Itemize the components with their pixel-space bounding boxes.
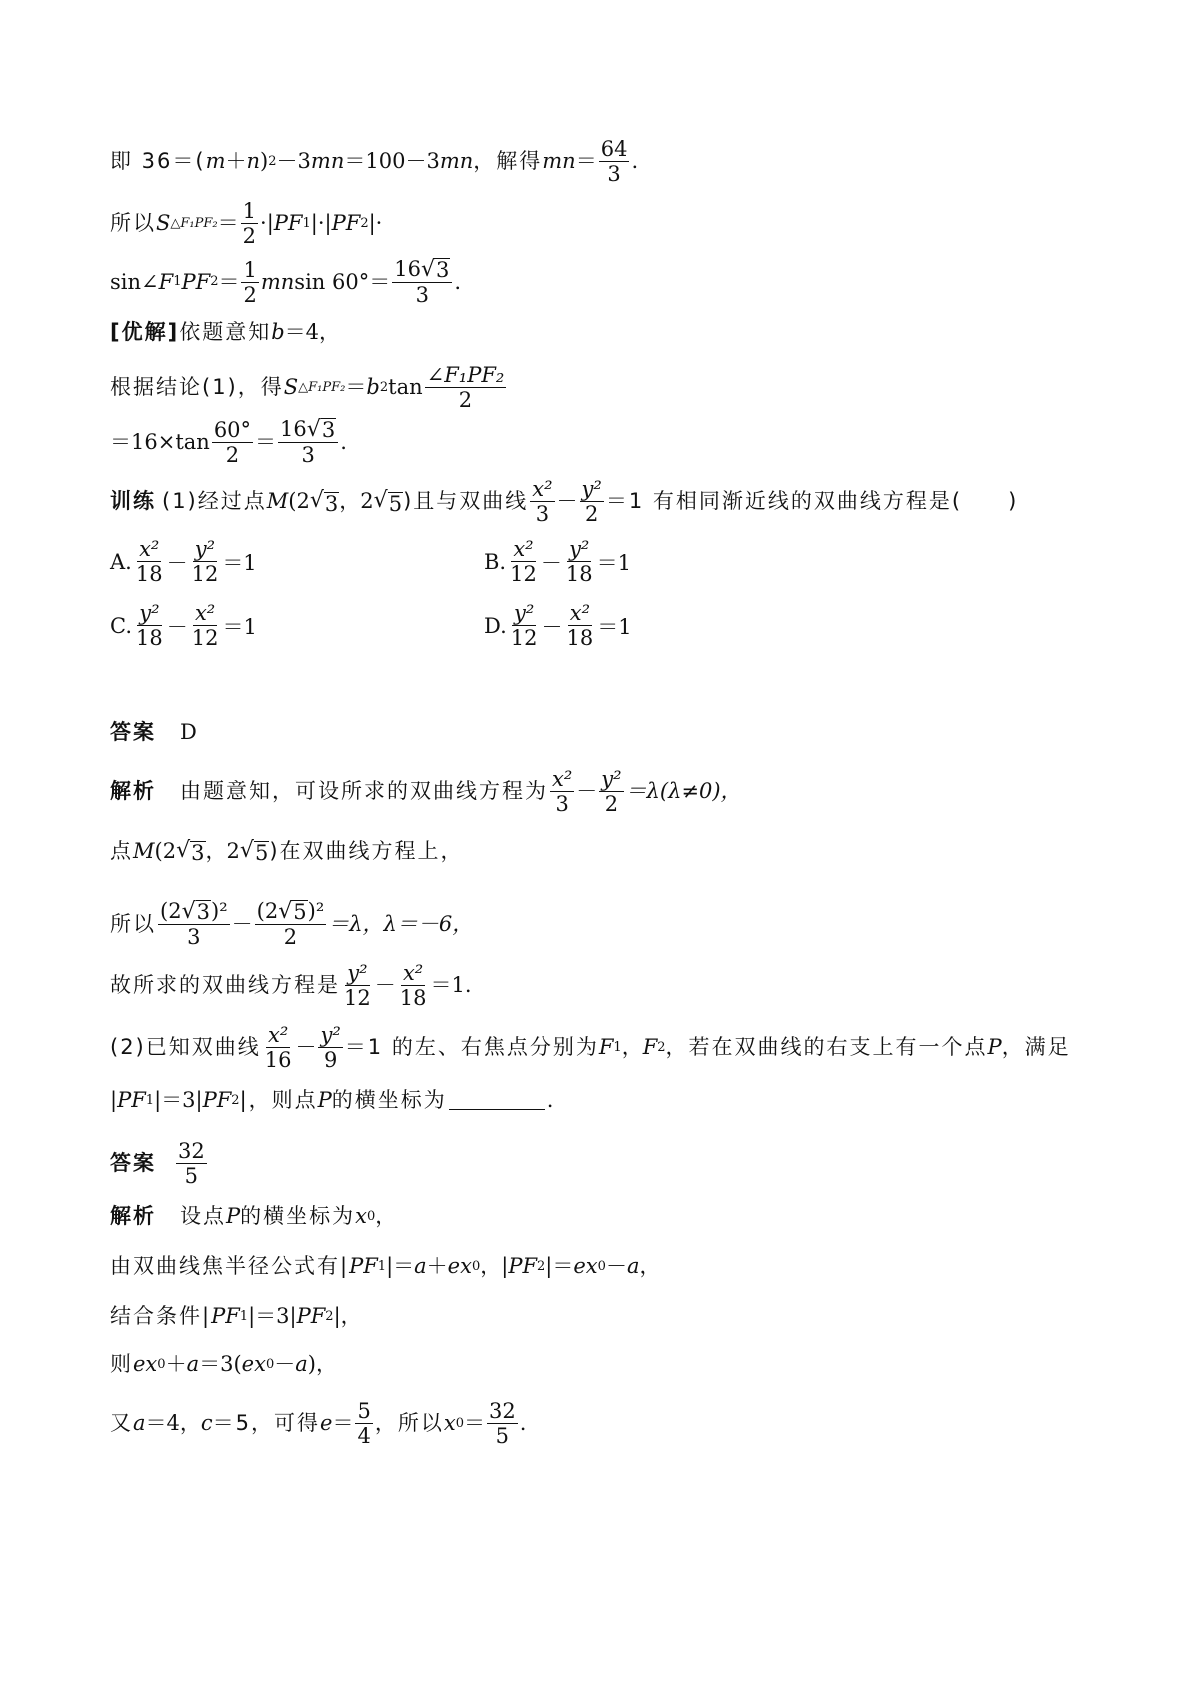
fraction — [425, 364, 507, 411]
denominator: 12 — [191, 626, 219, 651]
text: ， — [621, 1034, 643, 1059]
denominator: 5 — [184, 1164, 199, 1189]
option-d — [484, 602, 632, 649]
text: ＋ — [165, 1352, 187, 1376]
fraction — [580, 478, 604, 525]
var-b: b — [271, 320, 285, 344]
optimal-solution-line — [110, 320, 1110, 345]
text: ，2 — [339, 488, 374, 513]
solution2-line-3: 结合条件| PF 1 |＝3| PF 2 |， — [110, 1304, 362, 1328]
radicand: 3 — [321, 418, 336, 443]
numerator: 1 — [243, 257, 257, 282]
numerator: 32 — [178, 1139, 205, 1163]
text: 所以 — [110, 911, 156, 936]
text: ＝ — [217, 210, 239, 235]
numerator: y² — [320, 1023, 341, 1047]
text: － — [274, 1352, 296, 1376]
text: ＝1 — [222, 550, 257, 575]
var-M: M — [133, 838, 155, 863]
radicand: 5 — [388, 491, 403, 516]
var-PF: PF — [202, 1088, 232, 1112]
fraction — [392, 258, 452, 306]
text: ，解得 — [473, 148, 543, 173]
denominator: 5 — [495, 1424, 510, 1449]
text: ，满足 — [1001, 1034, 1071, 1059]
text: . — [340, 429, 347, 454]
numerator — [392, 258, 452, 283]
var-PF: PF — [211, 1304, 240, 1328]
numerator: x² — [267, 1023, 289, 1047]
var-ex: ex — [447, 1254, 472, 1278]
fraction — [550, 768, 574, 815]
denominator: 4 — [357, 1424, 371, 1449]
text: |＝ — [386, 1254, 415, 1278]
denominator: 3 — [415, 283, 429, 308]
sqrt — [240, 838, 269, 864]
text: ＝3( — [199, 1352, 242, 1376]
exercise-question-2: (2)已知双曲线 $\frac{\text{x²}}{16}$ － $\frac{\text{y²}}{9}$ ＝1 的左、右焦点分别为 F 1 ， F 2 ，若在双曲线的右支上有一个点 P ，满足 — [110, 1023, 1071, 1073]
text: 由题意知，可设所求的双曲线方程为 — [180, 778, 548, 803]
radical-sign: √ — [373, 488, 388, 514]
text: － — [374, 972, 396, 997]
answer-line-1 — [110, 720, 1110, 745]
var-c: c — [200, 1410, 213, 1435]
numerator: 32 — [488, 1399, 516, 1423]
numerator: x² — [552, 767, 573, 791]
equation-line-3: sin∠ F 1 PF 2 ＝ $\frac{1}{2}$ mn sin 60°＝ 16 √ 3 3 . — [110, 257, 462, 308]
var-x: x — [355, 1204, 367, 1228]
radicand: 5 — [254, 841, 269, 866]
solution2-line-1: 解析 设点 P 的横坐标为 x 0 ， — [110, 1204, 397, 1228]
fraction — [255, 900, 327, 948]
radical-sign: √ — [176, 838, 191, 863]
text: )且与双曲线 — [403, 488, 529, 513]
radical-sign: √ — [278, 899, 293, 924]
text: 结合条件| — [110, 1304, 212, 1328]
text: |＝3| — [154, 1088, 203, 1112]
text: 点 — [110, 838, 133, 863]
fraction — [134, 602, 165, 649]
text: ＝1. — [430, 972, 472, 997]
numerator — [255, 900, 327, 925]
option-b — [484, 538, 631, 585]
radicand: 3 — [436, 258, 450, 283]
numerator — [158, 900, 230, 925]
var-a: a — [626, 1254, 640, 1278]
fraction — [564, 538, 595, 585]
denominator: 2 — [243, 282, 257, 307]
text: － — [231, 911, 253, 936]
option-label: D. — [484, 613, 507, 638]
radical-sign: √ — [306, 417, 321, 442]
text: ，2 — [205, 838, 240, 863]
numerator: ∠F₁PF₂ — [426, 363, 505, 387]
var-P: P — [317, 1088, 332, 1112]
text: |＝3| — [248, 1304, 297, 1328]
equation-line-1: 即 36＝( m ＋ n ) 2 －3 mn ＝100－3 mn ，解得 mn ＝ $\frac{64}{3}$ . — [110, 137, 639, 187]
text: )在双曲线方程上， — [269, 838, 464, 863]
radical-sign: √ — [239, 838, 254, 863]
fraction — [263, 1024, 294, 1071]
text: 由双曲线焦半径公式有| — [110, 1254, 350, 1278]
radical-sign: √ — [181, 899, 196, 924]
text: ＝ — [463, 1410, 485, 1435]
radicand: 3 — [324, 491, 339, 516]
text: 16 — [394, 257, 421, 281]
fraction — [212, 419, 253, 466]
var-a: a — [414, 1254, 427, 1278]
text: |，则点 — [239, 1088, 318, 1112]
exercise-tag: 训练 — [110, 488, 156, 513]
fraction — [241, 200, 258, 247]
denominator: 2 — [242, 224, 257, 249]
denominator: 2 — [604, 792, 619, 817]
text: ＝ — [332, 1410, 354, 1435]
text: ＝ — [218, 269, 240, 294]
var-PF: PF — [296, 1304, 326, 1328]
var-ex: ex — [241, 1352, 266, 1376]
numerator: y² — [581, 477, 602, 501]
text: (2 — [160, 899, 182, 923]
fraction — [158, 900, 230, 948]
solution2-line-5: 又 a ＝4， c ＝5，可得 e ＝ $\frac{5}{4}$ ，所以 x 0 ＝ $\frac{32}{5}$ . — [110, 1399, 527, 1449]
numerator: x² — [513, 537, 534, 561]
text: ·| — [260, 210, 274, 235]
fraction — [278, 418, 338, 466]
option-label: A. — [110, 549, 132, 574]
fraction — [487, 1400, 518, 1447]
fraction — [342, 962, 373, 1009]
exercise-question-1 — [110, 478, 1110, 525]
var-M: M — [266, 488, 289, 513]
denominator: 3 — [555, 792, 569, 817]
answer-tag: 答案 — [110, 720, 156, 744]
text: 的横坐标为 — [240, 1204, 356, 1228]
numerator: y² — [194, 537, 216, 561]
equation-line-5: 根据结论(1)，得 S △F₁PF₂ ＝ b 2 tan $\frac{\text{∠F₁PF₂}}{2}$ — [110, 363, 505, 413]
denominator: 12 — [510, 626, 538, 651]
numerator: 64 — [600, 137, 628, 161]
text: － — [605, 1254, 627, 1278]
text: sin 60°＝ — [294, 269, 391, 294]
text: ＝1 — [596, 550, 631, 575]
solution-tag: 解析 — [110, 778, 156, 803]
fraction — [530, 478, 554, 525]
text: (2 — [288, 488, 310, 513]
numerator: x² — [402, 961, 424, 985]
numerator: y² — [569, 537, 590, 561]
solution2-line-4: 则 ex 0 ＋ a ＝3( ex 0 － a )， — [110, 1352, 337, 1376]
text: )² — [307, 899, 325, 923]
text: | — [110, 1088, 118, 1112]
text: |＝ — [545, 1254, 574, 1278]
numerator: y² — [347, 961, 368, 985]
denominator: 2 — [225, 442, 240, 467]
numerator: 60° — [213, 417, 252, 442]
sqrt — [310, 488, 339, 514]
radicand: 3 — [196, 900, 210, 925]
text: ) — [260, 148, 269, 173]
text: ，所以 — [374, 1410, 444, 1435]
option-a — [110, 538, 257, 585]
var-a: a — [186, 1352, 200, 1376]
radicand: 5 — [293, 900, 307, 925]
sqrt — [182, 900, 211, 923]
var-a: a — [295, 1352, 308, 1376]
text: 则 — [110, 1352, 133, 1376]
numerator — [278, 418, 338, 443]
var-S: S — [156, 210, 171, 235]
answer-blank — [449, 1091, 545, 1110]
denominator: 16 — [264, 1048, 292, 1073]
answer-value: D — [180, 720, 197, 744]
radical-sign: √ — [420, 257, 436, 282]
solution-tag: [优解] — [110, 320, 180, 344]
solution-line-4 — [110, 962, 1110, 1009]
text: 即 36＝( — [110, 148, 206, 173]
answer-fraction — [176, 1140, 207, 1187]
numerator: x² — [139, 537, 160, 561]
var-PF: PF — [273, 210, 303, 235]
text: ＝ — [345, 374, 367, 399]
numerator: y² — [513, 601, 535, 625]
var-e: e — [320, 1410, 333, 1435]
text: － — [540, 550, 562, 575]
text: (1)经过点 — [162, 488, 267, 513]
text: ＝1 的左、右焦点分别为 — [344, 1034, 599, 1059]
answer-line-2 — [110, 1140, 1110, 1187]
radicand: 3 — [191, 841, 205, 866]
text: . — [519, 1410, 527, 1435]
text: )， — [307, 1352, 337, 1376]
var-P: P — [226, 1204, 241, 1228]
fraction — [318, 1024, 342, 1071]
exercise-question-2-cont: | PF 1 |＝3| PF 2 |，则点 P 的横坐标为 . — [110, 1088, 554, 1112]
text: － — [556, 488, 578, 513]
text: ＝5，可得 — [212, 1410, 321, 1435]
text: 根据结论(1)，得 — [110, 374, 284, 399]
text: 依题意知 — [179, 320, 272, 344]
denominator: 18 — [566, 626, 594, 651]
denominator: 2 — [283, 925, 298, 950]
text: － — [166, 550, 188, 575]
fraction — [241, 259, 258, 306]
option-label: B. — [484, 549, 507, 574]
text: ＝ — [575, 148, 597, 173]
text: 设点 — [180, 1204, 226, 1228]
denominator: 18 — [135, 562, 163, 587]
numerator: x² — [194, 601, 216, 625]
radical-sign: √ — [309, 488, 324, 514]
solution-tag: 解析 — [110, 1204, 156, 1228]
numerator: y² — [601, 767, 622, 791]
var-PF: PF — [117, 1088, 146, 1112]
var-PF: PF — [508, 1254, 538, 1278]
solution-line-1 — [110, 768, 1110, 815]
denominator: 3 — [535, 502, 550, 527]
text: )² — [211, 899, 228, 923]
text: ， — [375, 1204, 397, 1228]
text: ＝1 — [222, 614, 257, 639]
text: . — [631, 148, 639, 173]
numerator: x² — [532, 477, 553, 501]
text: . — [454, 269, 462, 294]
text: ＝4， — [284, 320, 341, 344]
fraction — [134, 538, 165, 585]
var-PF: PF — [181, 269, 211, 294]
denominator: 12 — [191, 562, 219, 587]
text: ，| — [480, 1254, 509, 1278]
var-mn: mn — [260, 269, 295, 294]
fraction — [355, 1400, 372, 1447]
solution-line-3 — [110, 900, 1110, 948]
denominator: 2 — [458, 388, 473, 413]
option-label: C. — [110, 613, 132, 638]
denominator: 3 — [607, 162, 621, 187]
var-mn: mn — [310, 148, 345, 173]
var-a: a — [133, 1410, 146, 1435]
text: |， — [333, 1304, 362, 1328]
var-n: n — [246, 148, 261, 173]
numerator: 5 — [357, 1399, 371, 1423]
text: tan — [388, 374, 423, 399]
text: 的横坐标为 — [331, 1088, 447, 1112]
denominator: 9 — [323, 1048, 338, 1073]
text: ＝16×tan — [110, 429, 210, 454]
var-mn: mn — [542, 148, 576, 173]
text: 又 — [110, 1410, 133, 1435]
numerator: 1 — [242, 199, 257, 223]
var-b: b — [366, 374, 380, 399]
text: ＋ — [225, 148, 247, 173]
var-ex: ex — [133, 1352, 158, 1376]
text: (2 — [154, 838, 177, 863]
option-c — [110, 602, 257, 649]
denominator: 18 — [565, 562, 593, 587]
sqrt — [176, 838, 205, 864]
text: ， — [639, 1254, 661, 1278]
text: ＝1 有相同渐近线的双曲线方程是( ) — [605, 488, 1019, 513]
var-F: F — [158, 269, 174, 294]
text: ，若在双曲线的右支上有一个点 — [665, 1034, 988, 1059]
text: (2)已知双曲线 — [110, 1034, 261, 1059]
denominator: 3 — [301, 443, 315, 468]
text: ＝ — [255, 429, 277, 454]
var-S: S — [283, 374, 299, 399]
text: . — [546, 1088, 554, 1112]
text: －3 — [276, 148, 311, 173]
fraction — [599, 768, 623, 815]
text: ＝λ(λ≠0)， — [625, 778, 742, 803]
denominator: 18 — [399, 986, 427, 1011]
fraction — [509, 602, 540, 649]
text: ＋ — [426, 1254, 448, 1278]
numerator: x² — [569, 601, 590, 625]
text: |· — [368, 210, 383, 235]
var-m: m — [205, 148, 226, 173]
var-F: F — [598, 1034, 614, 1059]
solution-line-2 — [110, 838, 1110, 864]
text: 16 — [280, 417, 307, 441]
numerator: y² — [139, 601, 160, 625]
var-PF: PF — [331, 210, 361, 235]
text: 所以 — [110, 210, 156, 235]
fraction — [398, 962, 429, 1009]
var-PF: PF — [349, 1254, 378, 1278]
denominator: 12 — [510, 562, 537, 587]
equation-line-6 — [110, 418, 1110, 466]
sqrt — [374, 488, 403, 514]
var-P: P — [987, 1034, 1002, 1059]
denominator: 2 — [585, 502, 599, 527]
text: |·| — [310, 210, 332, 235]
fraction — [599, 138, 630, 185]
var-ex: ex — [573, 1254, 598, 1278]
fraction — [190, 538, 221, 585]
text: 故所求的双曲线方程是 — [110, 972, 340, 997]
var-mn: mn — [439, 148, 474, 173]
answer-tag: 答案 — [110, 1150, 156, 1175]
text: － — [166, 614, 188, 639]
text: － — [576, 778, 598, 803]
var-F: F — [642, 1034, 658, 1059]
sqrt — [307, 418, 336, 441]
text: ＝1 — [597, 614, 632, 639]
text: ＝λ，λ＝－6， — [328, 911, 474, 936]
fraction — [190, 602, 221, 649]
text: － — [541, 614, 563, 639]
text: (2 — [256, 899, 279, 923]
var-x: x — [443, 1410, 456, 1435]
text: ＝100－3 — [344, 148, 440, 173]
text: sin∠ — [110, 269, 159, 294]
equation-line-2: 所以 S △F₁PF₂ ＝ $\frac{1}{2}$ ·| PF 1 |·| PF 2 |· — [110, 199, 383, 249]
denominator: 12 — [344, 986, 371, 1011]
sqrt — [421, 258, 450, 281]
text: － — [295, 1034, 317, 1059]
denominator: 3 — [187, 925, 201, 950]
text: ＝4， — [145, 1410, 201, 1435]
fraction — [565, 602, 596, 649]
solution2-line-2: 由双曲线焦半径公式有| PF 1 |＝ a ＋ ex 0 ，| PF 2 |＝ ex 0 － a ， — [110, 1254, 661, 1278]
denominator: 18 — [136, 626, 163, 651]
fraction — [508, 538, 539, 585]
sqrt — [278, 900, 307, 923]
